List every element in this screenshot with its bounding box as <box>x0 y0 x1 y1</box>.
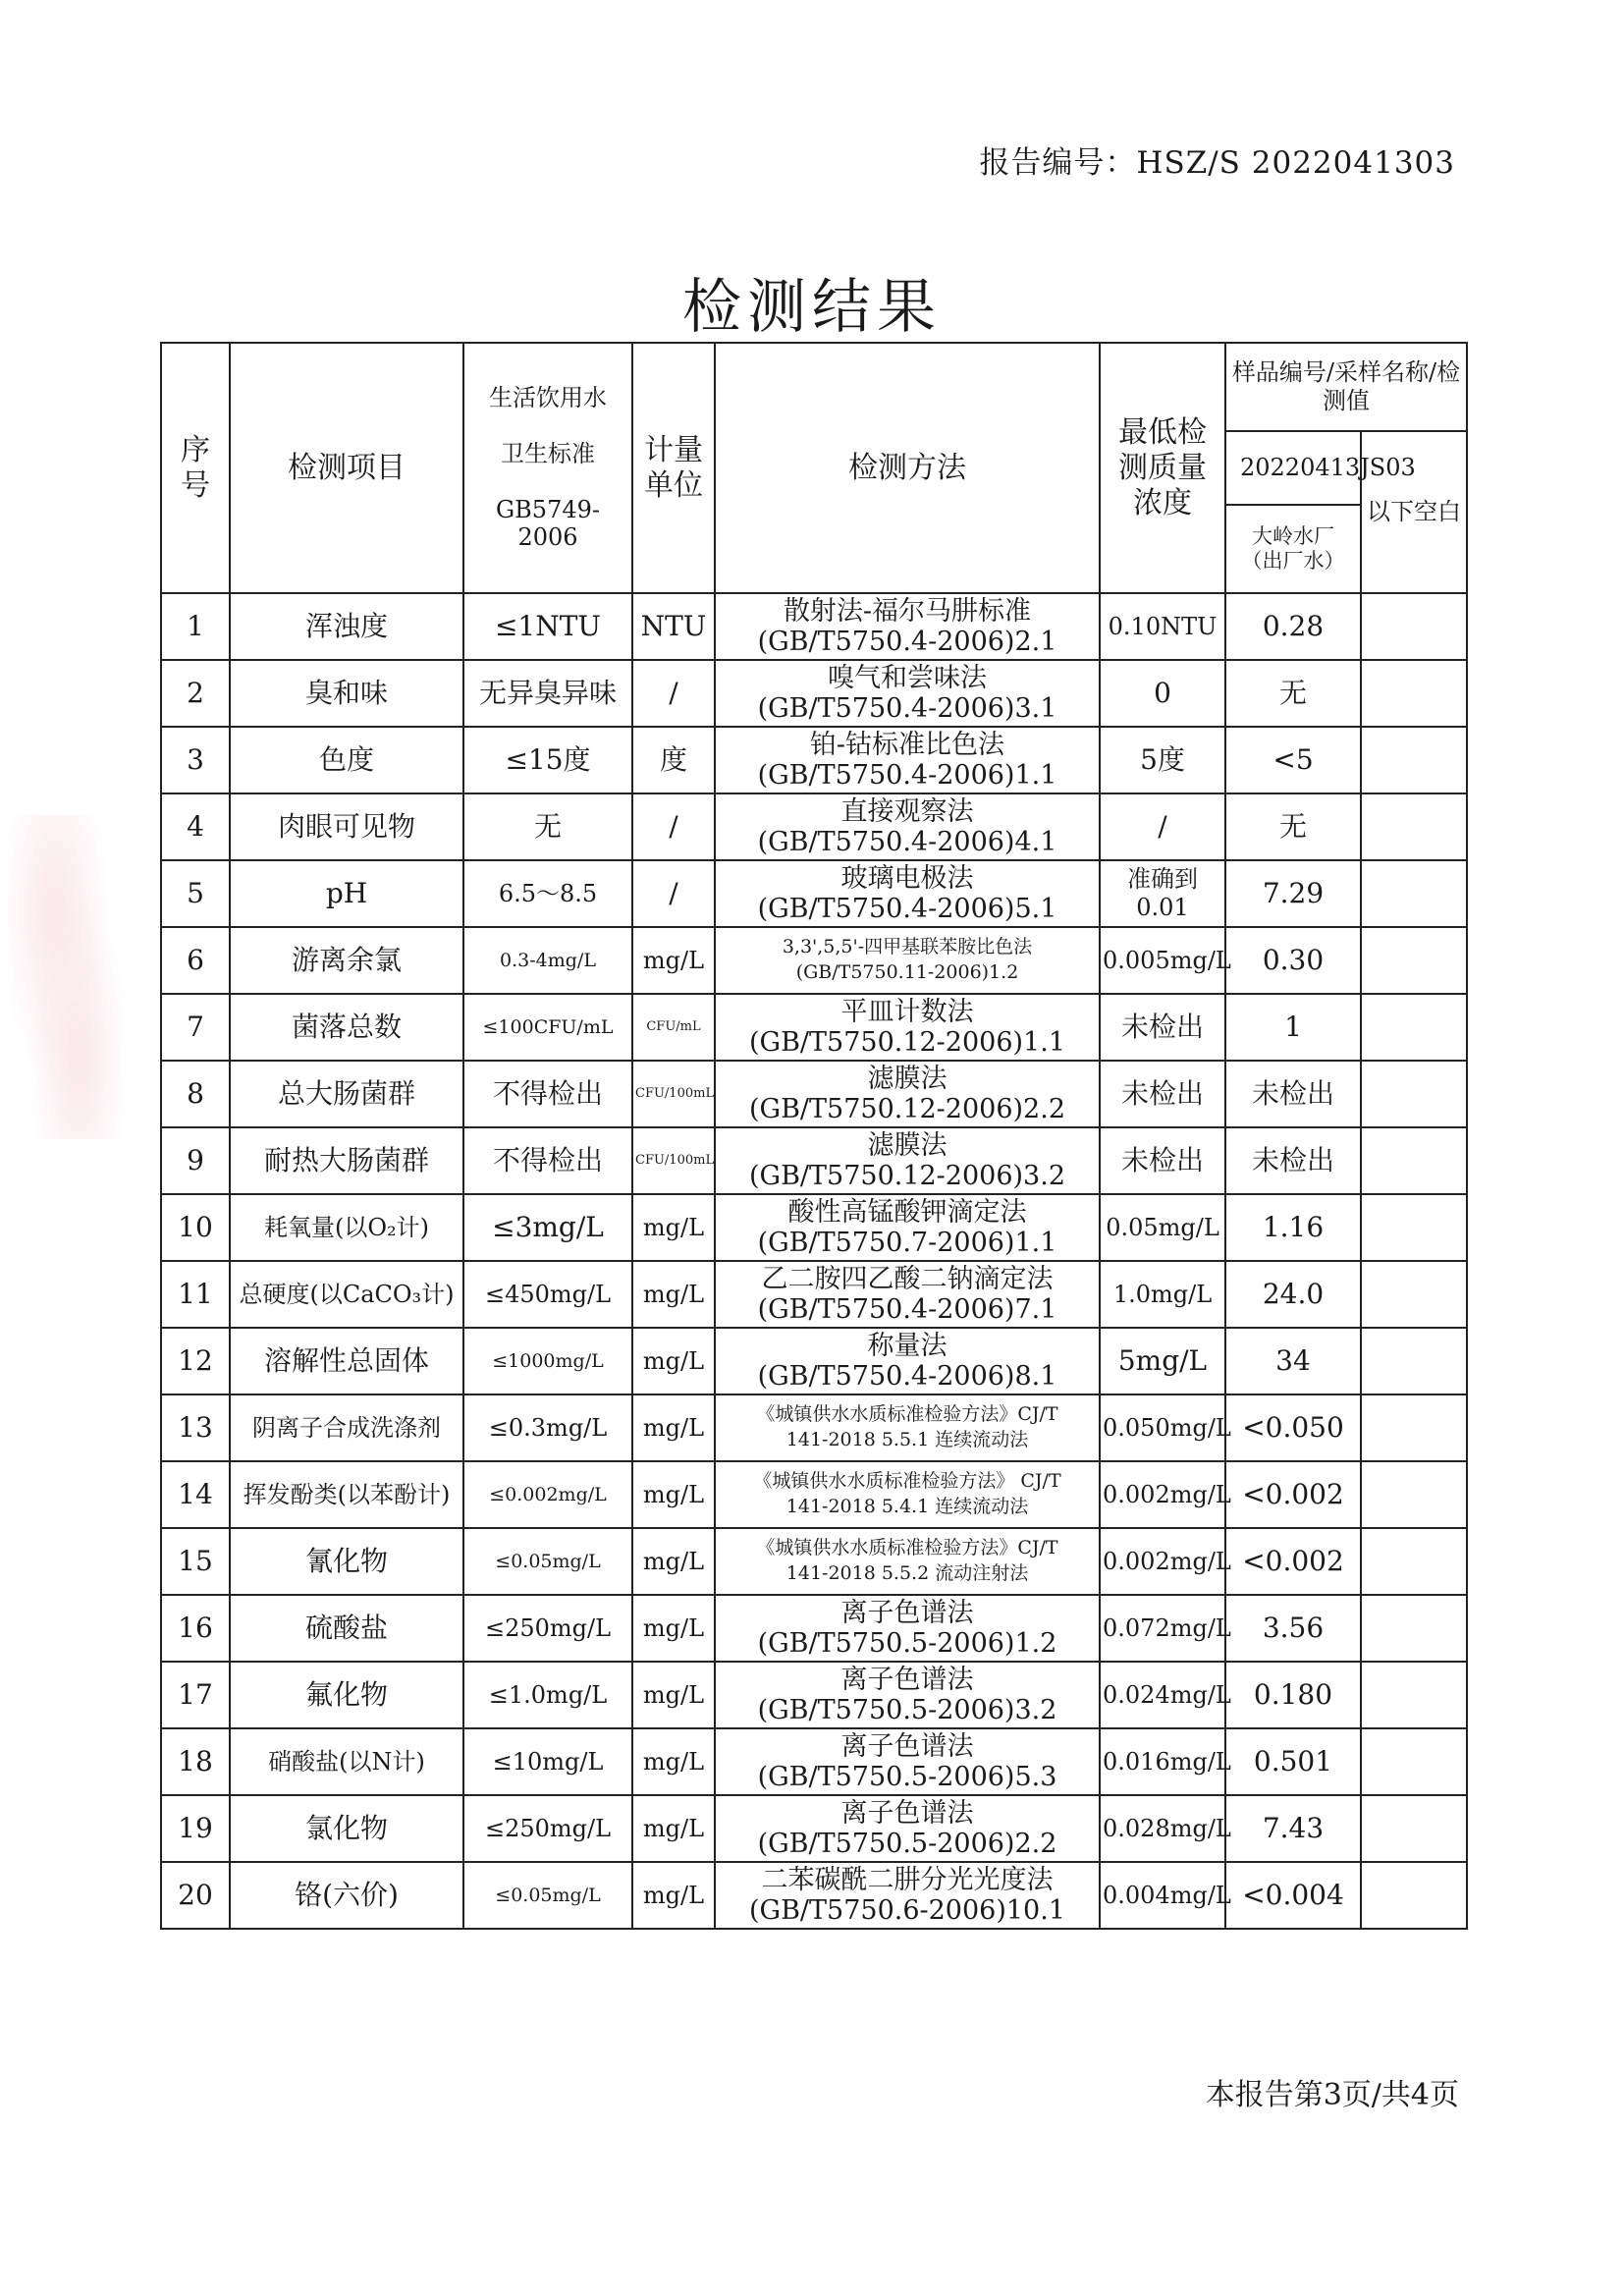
row-method-ref: (GB/T5750.12-2006)1.1 <box>748 1027 1065 1058</box>
row-method <box>715 1194 1100 1261</box>
header-standard-line-1: 生活饮用水 <box>489 383 607 411</box>
row-method <box>715 1528 1100 1595</box>
row-index: 9 <box>161 1127 230 1194</box>
row-value: 1 <box>1225 994 1361 1061</box>
row-unit: mg/L <box>632 1862 715 1929</box>
row-blank <box>1361 1261 1467 1328</box>
row-method-ref: (GB/T5750.11-2006)1.2 <box>795 961 1019 983</box>
row-index: 14 <box>161 1461 230 1528</box>
row-item: 色度 <box>230 727 463 793</box>
row-method-ref: (GB/T5750.5-2006)3.2 <box>757 1695 1057 1725</box>
row-method-ref: (GB/T5750.5-2006)2.2 <box>757 1829 1057 1859</box>
row-blank <box>1361 860 1467 927</box>
row-item: 总硬度(以CaCO₃计) <box>230 1261 463 1328</box>
row-unit: mg/L <box>632 1528 715 1595</box>
table-row <box>161 1662 1467 1728</box>
row-min-detect: 0.028mg/L <box>1100 1795 1225 1862</box>
row-min-detect: 0.050mg/L <box>1100 1394 1225 1461</box>
row-value: 0.28 <box>1225 593 1361 660</box>
row-blank <box>1361 1728 1467 1795</box>
row-method-name: 滤膜法 <box>867 1063 947 1094</box>
row-value: 24.0 <box>1225 1261 1361 1328</box>
row-method-ref: (GB/T5750.12-2006)3.2 <box>748 1161 1065 1191</box>
report-number: 报告编号：HSZ/S 2022041303 <box>979 145 1455 181</box>
row-method <box>715 1662 1100 1728</box>
row-method <box>715 1061 1100 1127</box>
row-standard: ≤0.3mg/L <box>463 1394 632 1461</box>
table-row <box>161 1862 1467 1929</box>
row-standard: 0.3-4mg/L <box>463 927 632 994</box>
row-method <box>715 793 1100 860</box>
row-blank <box>1361 927 1467 994</box>
row-method-name: 离子色谱法 <box>840 1730 974 1762</box>
row-blank <box>1361 793 1467 860</box>
row-blank <box>1361 1461 1467 1528</box>
row-method-name: 玻璃电极法 <box>840 862 974 894</box>
row-index: 7 <box>161 994 230 1061</box>
row-standard: ≤0.002mg/L <box>463 1461 632 1528</box>
row-method-name: 离子色谱法 <box>840 1597 974 1628</box>
header-unit: 计量单位 <box>632 343 715 593</box>
row-unit: mg/L <box>632 1194 715 1261</box>
row-item: 耐热大肠菌群 <box>230 1127 463 1194</box>
row-blank <box>1361 1061 1467 1127</box>
table-row <box>161 1394 1467 1461</box>
results-body <box>161 593 1467 1929</box>
row-item: 阴离子合成洗涤剂 <box>230 1394 463 1461</box>
row-standard: ≤250mg/L <box>463 1595 632 1662</box>
row-item: 游离余氯 <box>230 927 463 994</box>
row-min-detect: 未检出 <box>1100 994 1225 1061</box>
row-method <box>715 660 1100 727</box>
row-method-ref: 141-2018 5.4.1 连续流动法 <box>785 1496 1029 1517</box>
row-value: 未检出 <box>1225 1127 1361 1194</box>
row-index: 11 <box>161 1261 230 1328</box>
row-min-detect: 0.016mg/L <box>1100 1728 1225 1795</box>
row-method-ref: (GB/T5750.4-2006)2.1 <box>757 627 1057 657</box>
row-method-name: 直接观察法 <box>840 795 974 827</box>
row-min-detect: 未检出 <box>1100 1061 1225 1127</box>
row-index: 17 <box>161 1662 230 1728</box>
row-method <box>715 1328 1100 1394</box>
row-min-detect: 5度 <box>1100 727 1225 793</box>
row-min-detect: 准确到0.01 <box>1100 860 1225 927</box>
row-value: <0.002 <box>1225 1461 1361 1528</box>
row-blank <box>1361 660 1467 727</box>
row-min-detect: 5mg/L <box>1100 1328 1225 1394</box>
row-value: 未检出 <box>1225 1061 1361 1127</box>
row-method <box>715 1595 1100 1662</box>
header-method: 检测方法 <box>715 343 1100 593</box>
row-unit: NTU <box>632 593 715 660</box>
row-method-name: 平皿计数法 <box>840 996 974 1027</box>
row-blank <box>1361 1394 1467 1461</box>
row-unit: mg/L <box>632 1328 715 1394</box>
table-row <box>161 994 1467 1061</box>
row-min-detect: 0.005mg/L <box>1100 927 1225 994</box>
row-value: 0.30 <box>1225 927 1361 994</box>
row-method-ref: (GB/T5750.5-2006)5.3 <box>757 1762 1057 1792</box>
row-unit: mg/L <box>632 1261 715 1328</box>
header-min-detect: 最低检测质量浓度 <box>1100 343 1225 593</box>
table-row <box>161 1328 1467 1394</box>
row-min-detect: / <box>1100 793 1225 860</box>
row-value: 1.16 <box>1225 1194 1361 1261</box>
header-standard-line-2: 卫生标准 <box>501 439 595 467</box>
row-item: 菌落总数 <box>230 994 463 1061</box>
table-row <box>161 1127 1467 1194</box>
row-method-name: 离子色谱法 <box>840 1664 974 1695</box>
row-method-name: 酸性高锰酸钾滴定法 <box>787 1196 1027 1228</box>
row-standard: ≤250mg/L <box>463 1795 632 1862</box>
row-standard: ≤3mg/L <box>463 1194 632 1261</box>
row-index: 10 <box>161 1194 230 1261</box>
row-unit: mg/L <box>632 1795 715 1862</box>
row-method-ref: (GB/T5750.5-2006)1.2 <box>757 1628 1057 1659</box>
row-method-name: 离子色谱法 <box>840 1797 974 1829</box>
row-item: 耗氧量(以O₂计) <box>230 1194 463 1261</box>
row-unit: mg/L <box>632 1662 715 1728</box>
row-index: 13 <box>161 1394 230 1461</box>
row-value: <0.004 <box>1225 1862 1361 1929</box>
header-sample-id: 20220413JS03 <box>1225 431 1361 505</box>
row-value: 7.43 <box>1225 1795 1361 1862</box>
row-value: <0.002 <box>1225 1528 1361 1595</box>
row-standard: ≤1000mg/L <box>463 1328 632 1394</box>
row-item: 硝酸盐(以N计) <box>230 1728 463 1795</box>
row-min-detect: 0.072mg/L <box>1100 1595 1225 1662</box>
table-row <box>161 660 1467 727</box>
row-method-ref: 141-2018 5.5.2 流动注射法 <box>785 1562 1029 1584</box>
row-method-ref: (GB/T5750.4-2006)7.1 <box>757 1294 1057 1325</box>
row-blank <box>1361 1127 1467 1194</box>
row-method-ref: (GB/T5750.4-2006)3.1 <box>757 693 1057 724</box>
table-row <box>161 1795 1467 1862</box>
row-index: 8 <box>161 1061 230 1127</box>
row-blank <box>1361 593 1467 660</box>
row-standard: ≤100CFU/mL <box>463 994 632 1061</box>
row-value: <5 <box>1225 727 1361 793</box>
row-min-detect: 1.0mg/L <box>1100 1261 1225 1328</box>
row-min-detect: 未检出 <box>1100 1127 1225 1194</box>
row-standard: 不得检出 <box>463 1127 632 1194</box>
row-index: 16 <box>161 1595 230 1662</box>
row-method-name: 3,3',5,5'-四甲基联苯胺比色法 <box>782 936 1033 958</box>
table-row <box>161 1261 1467 1328</box>
table-row <box>161 1728 1467 1795</box>
row-method <box>715 727 1100 793</box>
row-item: 总大肠菌群 <box>230 1061 463 1127</box>
row-index: 5 <box>161 860 230 927</box>
row-method-ref: (GB/T5750.7-2006)1.1 <box>757 1228 1057 1258</box>
row-method-ref: (GB/T5750.4-2006)1.1 <box>757 760 1057 791</box>
row-standard: ≤1NTU <box>463 593 632 660</box>
table-row <box>161 793 1467 860</box>
table-row <box>161 1461 1467 1528</box>
header-item: 检测项目 <box>230 343 463 593</box>
row-index: 12 <box>161 1328 230 1394</box>
row-index: 3 <box>161 727 230 793</box>
row-item: 铬(六价) <box>230 1862 463 1929</box>
row-index: 20 <box>161 1862 230 1929</box>
row-method-name: 滤膜法 <box>867 1129 947 1161</box>
results-table <box>160 342 1468 1930</box>
row-standard: 不得检出 <box>463 1061 632 1127</box>
table-row <box>161 1595 1467 1662</box>
row-standard: 6.5～8.5 <box>463 860 632 927</box>
row-method <box>715 994 1100 1061</box>
table-row <box>161 1194 1467 1261</box>
row-method-name: 散射法-福尔马肼标准 <box>783 595 1032 627</box>
row-index: 4 <box>161 793 230 860</box>
row-min-detect: 0.10NTU <box>1100 593 1225 660</box>
row-min-detect: 0.024mg/L <box>1100 1662 1225 1728</box>
row-blank <box>1361 1194 1467 1261</box>
row-value: 无 <box>1225 793 1361 860</box>
row-method-ref: (GB/T5750.4-2006)8.1 <box>757 1361 1057 1392</box>
row-index: 6 <box>161 927 230 994</box>
row-unit: mg/L <box>632 1728 715 1795</box>
row-index: 18 <box>161 1728 230 1795</box>
row-standard: ≤15度 <box>463 727 632 793</box>
row-value: 34 <box>1225 1328 1361 1394</box>
row-index: 19 <box>161 1795 230 1862</box>
row-blank <box>1361 1528 1467 1595</box>
row-method-ref: 141-2018 5.5.1 连续流动法 <box>785 1429 1029 1450</box>
header-sample-group: 样品编号/采样名称/检测值 <box>1225 343 1467 431</box>
header-standard-line-3: GB5749-2006 <box>496 495 600 552</box>
row-blank <box>1361 994 1467 1061</box>
row-method-ref: (GB/T5750.4-2006)5.1 <box>757 894 1057 924</box>
row-index: 1 <box>161 593 230 660</box>
row-value: <0.050 <box>1225 1394 1361 1461</box>
row-unit: mg/L <box>632 927 715 994</box>
row-standard: 无 <box>463 793 632 860</box>
row-blank <box>1361 1328 1467 1394</box>
row-standard: ≤1.0mg/L <box>463 1662 632 1728</box>
row-standard: ≤0.05mg/L <box>463 1862 632 1929</box>
row-item: 硫酸盐 <box>230 1595 463 1662</box>
row-blank <box>1361 1595 1467 1662</box>
row-standard: ≤10mg/L <box>463 1728 632 1795</box>
row-index: 15 <box>161 1528 230 1595</box>
row-item: 氯化物 <box>230 1795 463 1862</box>
row-value: 3.56 <box>1225 1595 1361 1662</box>
row-method-name: 《城镇供水水质标准检验方法》CJ/T <box>756 1403 1058 1426</box>
row-method <box>715 1862 1100 1929</box>
row-min-detect: 0.002mg/L <box>1100 1528 1225 1595</box>
row-blank <box>1361 727 1467 793</box>
header-index: 序号 <box>161 343 230 593</box>
table-row <box>161 1528 1467 1595</box>
row-method-ref: (GB/T5750.6-2006)10.1 <box>748 1895 1065 1926</box>
row-method-name: 二苯碳酰二肼分光光度法 <box>761 1864 1054 1895</box>
row-item: 肉眼可见物 <box>230 793 463 860</box>
row-min-detect: 0 <box>1100 660 1225 727</box>
row-method-name: 乙二胺四乙酸二钠滴定法 <box>761 1263 1054 1294</box>
row-unit: CFU/mL <box>632 994 715 1061</box>
row-blank <box>1361 1662 1467 1728</box>
red-stamp-mark <box>8 815 126 1139</box>
row-method-name: 铂-钴标准比色法 <box>809 729 1005 760</box>
row-method-ref: (GB/T5750.4-2006)4.1 <box>757 827 1057 857</box>
row-unit: CFU/100mL <box>632 1127 715 1194</box>
table-row <box>161 860 1467 927</box>
row-blank <box>1361 1862 1467 1929</box>
row-standard: ≤450mg/L <box>463 1261 632 1328</box>
row-method <box>715 1127 1100 1194</box>
row-method <box>715 1795 1100 1862</box>
row-unit: CFU/100mL <box>632 1061 715 1127</box>
row-item: 挥发酚类(以苯酚计) <box>230 1461 463 1528</box>
row-item: 浑浊度 <box>230 593 463 660</box>
row-value: 无 <box>1225 660 1361 727</box>
row-value: 7.29 <box>1225 860 1361 927</box>
row-method-name: 称量法 <box>867 1330 947 1361</box>
row-method-name: 嗅气和尝味法 <box>828 662 987 693</box>
table-row <box>161 1061 1467 1127</box>
row-item: 溶解性总固体 <box>230 1328 463 1394</box>
row-item: pH <box>230 860 463 927</box>
row-unit: / <box>632 860 715 927</box>
row-method <box>715 1728 1100 1795</box>
row-method <box>715 1394 1100 1461</box>
row-item: 氟化物 <box>230 1662 463 1728</box>
row-standard: 无异臭异味 <box>463 660 632 727</box>
header-blank: 以下空白 <box>1361 431 1467 593</box>
row-method <box>715 1261 1100 1328</box>
row-method-ref: (GB/T5750.12-2006)2.2 <box>748 1094 1065 1124</box>
row-unit: / <box>632 660 715 727</box>
row-unit: mg/L <box>632 1461 715 1528</box>
row-method <box>715 860 1100 927</box>
row-unit: mg/L <box>632 1595 715 1662</box>
row-index: 2 <box>161 660 230 727</box>
row-unit: 度 <box>632 727 715 793</box>
row-method <box>715 927 1100 994</box>
row-item: 臭和味 <box>230 660 463 727</box>
row-method-name: 《城镇供水水质标准检验方法》 CJ/T <box>753 1470 1061 1493</box>
row-min-detect: 0.05mg/L <box>1100 1194 1225 1261</box>
row-item: 氰化物 <box>230 1528 463 1595</box>
row-value: 0.501 <box>1225 1728 1361 1795</box>
row-blank <box>1361 1795 1467 1862</box>
row-unit: mg/L <box>632 1394 715 1461</box>
row-unit: / <box>632 793 715 860</box>
row-value: 0.180 <box>1225 1662 1361 1728</box>
header-sample-name: 大岭水厂（出厂水） <box>1225 505 1361 593</box>
row-min-detect: 0.004mg/L <box>1100 1862 1225 1929</box>
page-footer: 本报告第3页/共4页 <box>1205 2078 1459 2112</box>
row-standard: ≤0.05mg/L <box>463 1528 632 1595</box>
table-row <box>161 927 1467 994</box>
row-method <box>715 593 1100 660</box>
header-standard <box>463 343 632 593</box>
table-row <box>161 593 1467 660</box>
row-min-detect: 0.002mg/L <box>1100 1461 1225 1528</box>
row-method-name: 《城镇供水水质标准检验方法》CJ/T <box>756 1537 1058 1559</box>
row-method <box>715 1461 1100 1528</box>
table-row <box>161 727 1467 793</box>
page-title: 检测结果 <box>682 273 942 342</box>
